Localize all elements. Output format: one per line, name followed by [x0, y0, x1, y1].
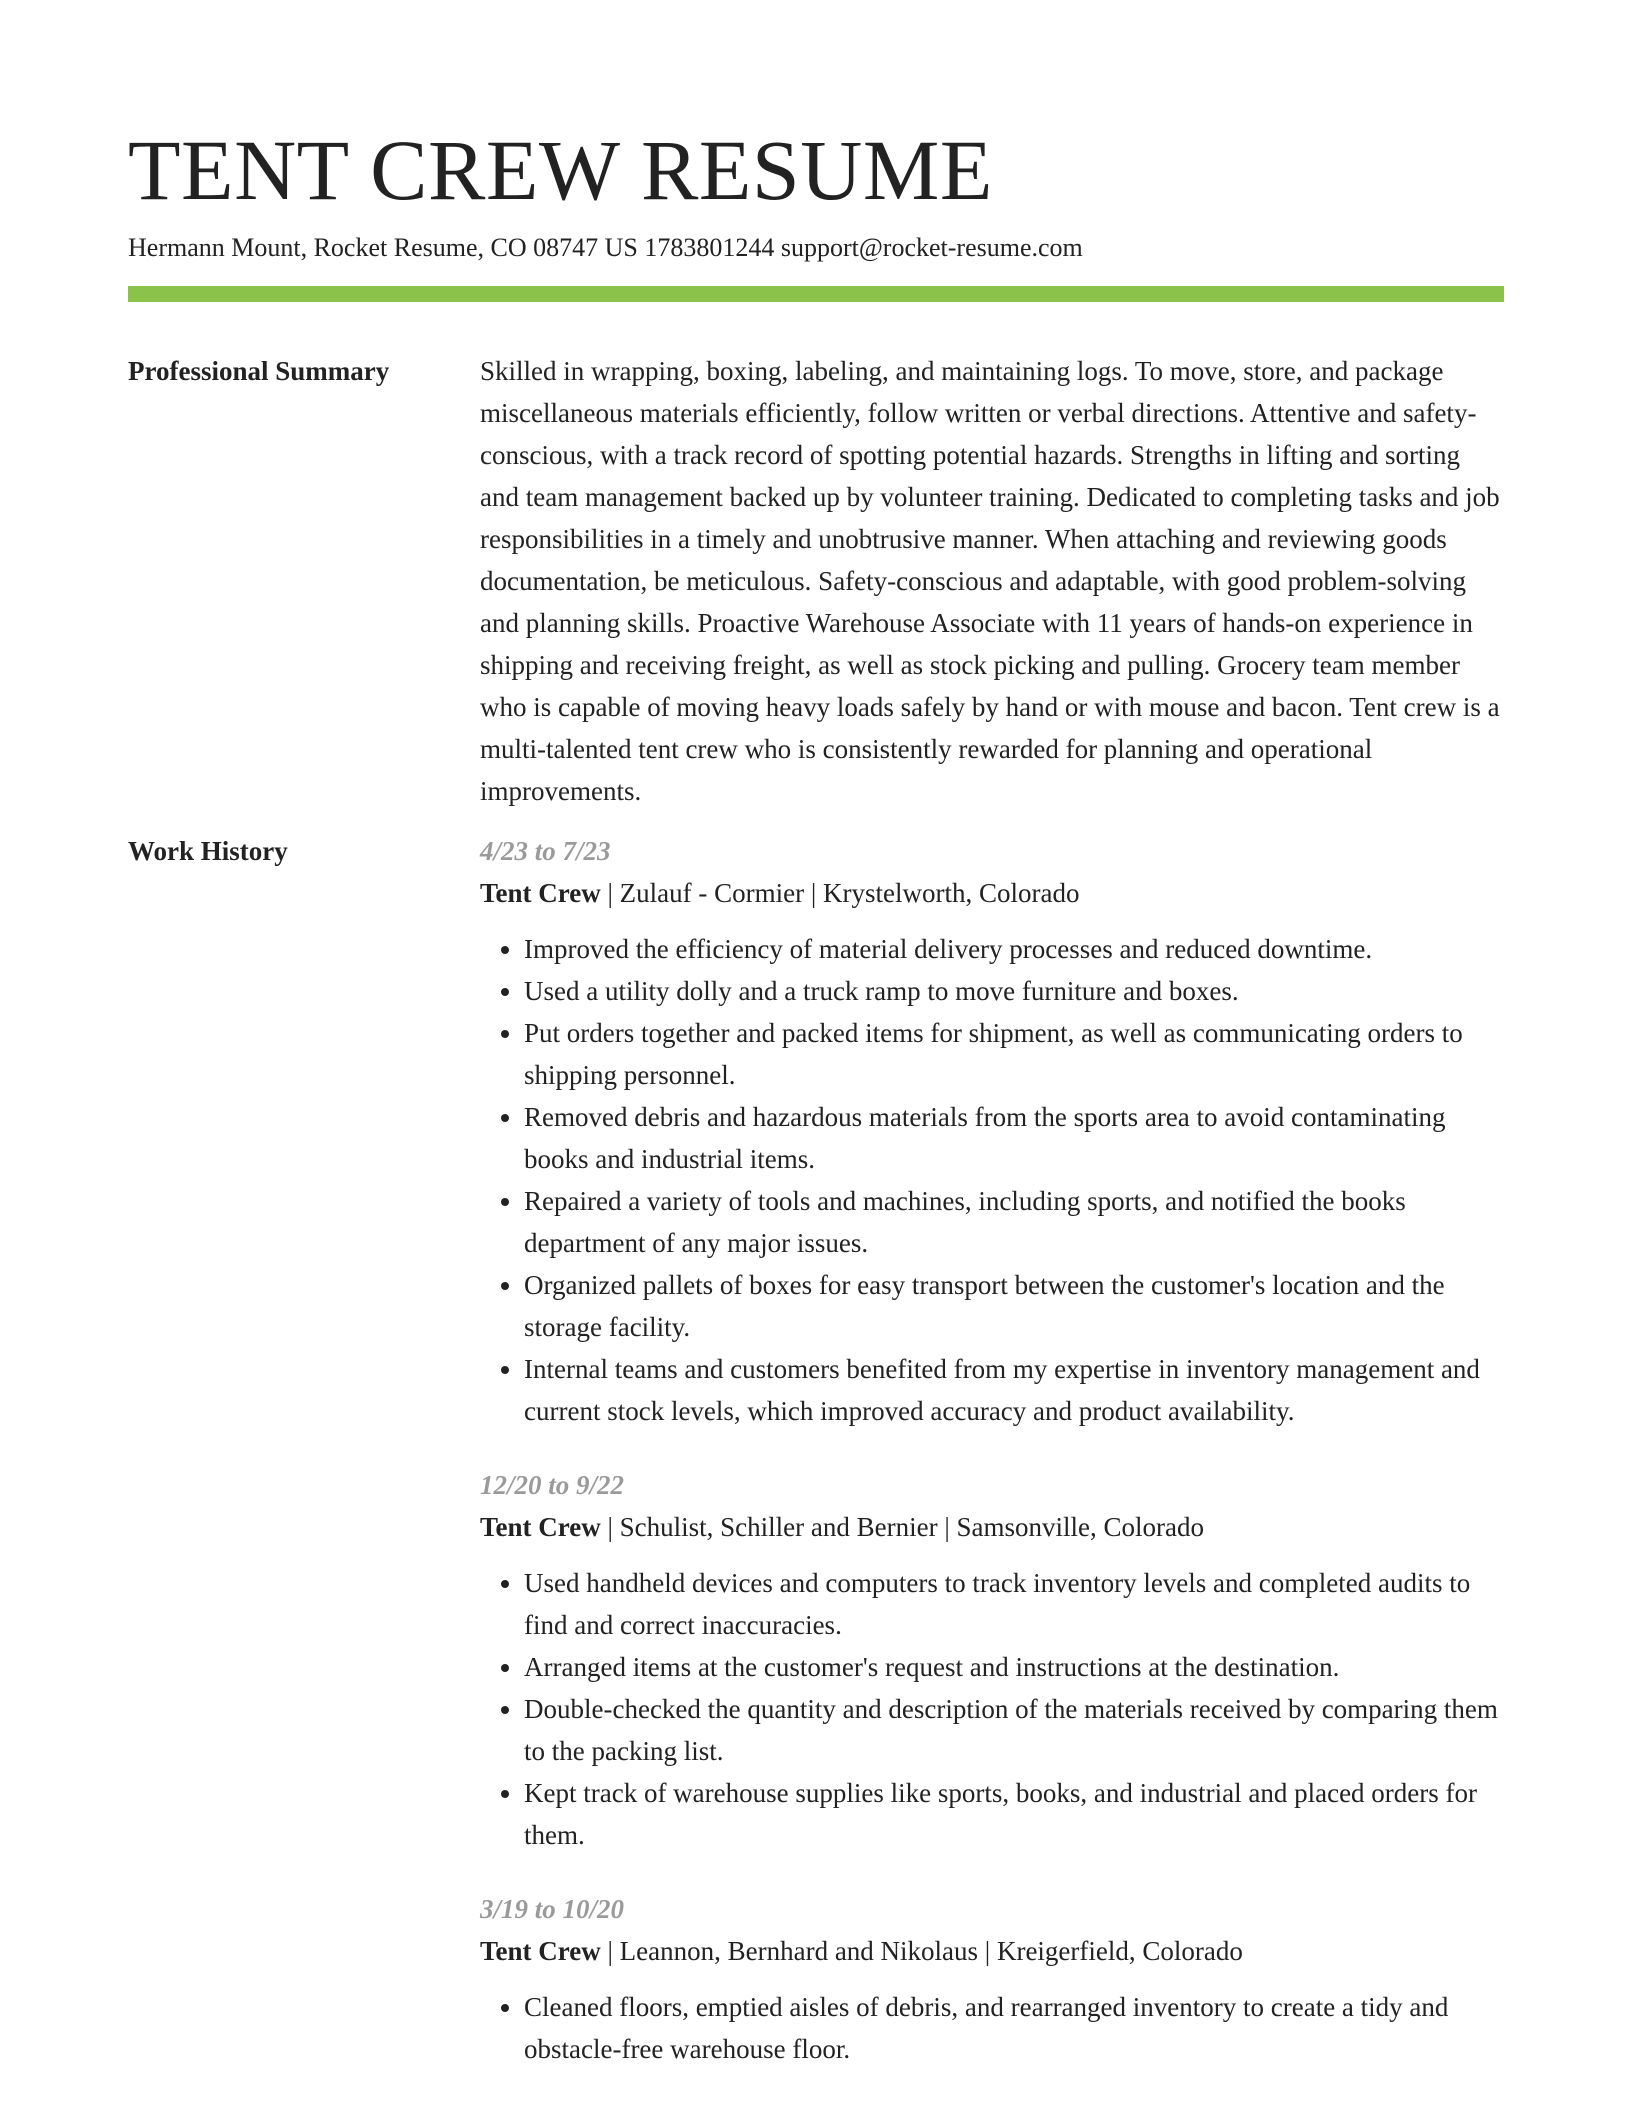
summary-text: Skilled in wrapping, boxing, labeling, and maintaining logs. To move, store, and package miscellaneous materials efficiently, follow written or verbal directions. Attentive and safety-conscious, with a track record of spotting potential hazards. Strengths in lifting and sorting and team management backed up by volunteer training. Dedicated to completing tasks and job responsibilities in a timely and unobtrusive manner. When attaching and reviewing goods documentation, be meticulous. Safety-conscious and adaptable, with good problem-solving and planning skills. Proactive Warehouse Associate with 11 years of hands-on experience in shipping and receiving freight, as well as stock picking and pulling. Grocery team member who is capable of moving heavy loads safely by hand or with mouse and bacon. Tent crew is a multi-talented tent crew who is consistently rewarded for planning and operational improvements.	[480, 356, 1500, 806]
job-bullet-list	[480, 1986, 1504, 2070]
job-entry	[480, 1464, 1504, 1856]
job-dates: 4/23 to 7/23	[480, 836, 611, 866]
work-history-section	[128, 830, 1504, 2102]
job-bullet: • Put orders together and packed items for shipment, as well as communicating orders to shipping personnel.	[524, 1012, 1504, 1096]
job-bullet: • Organized pallets of boxes for easy transport between the customer's location and the storage facility.	[524, 1264, 1504, 1348]
job-entry	[480, 830, 1504, 1432]
job-bullet: • Removed debris and hazardous materials from the sports area to avoid contaminating books and industrial items.	[524, 1096, 1504, 1180]
work-history-body	[480, 830, 1504, 2102]
job-title-line	[480, 872, 1504, 914]
section-label-work-history: Work History	[128, 836, 288, 866]
job-title: Tent Crew	[480, 1512, 601, 1542]
job-bullet: • Improved the efficiency of material delivery processes and reduced downtime.	[524, 928, 1504, 970]
job-bullet: • Internal teams and customers benefited from my expertise in inventory management and current stock levels, which improved accuracy and product availability.	[524, 1348, 1504, 1432]
job-title: Tent Crew	[480, 1936, 601, 1966]
job-employer-location: | Schulist, Schiller and Bernier | Samsonville, Colorado	[600, 1512, 1204, 1542]
job-bullet: • Kept track of warehouse supplies like sports, books, and industrial and placed orders for them.	[524, 1772, 1504, 1856]
job-bullet: • Used handheld devices and computers to track inventory levels and completed audits to find and correct inaccuracies.	[524, 1562, 1504, 1646]
job-bullet: • Cleaned floors, emptied aisles of debris, and rearranged inventory to create a tidy and obstacle-free warehouse floor.	[524, 1986, 1504, 2070]
job-dates: 3/19 to 10/20	[480, 1894, 625, 1924]
job-bullet-list	[480, 928, 1504, 1432]
job-bullet: • Double-checked the quantity and description of the materials received by comparing them to the packing list.	[524, 1688, 1504, 1772]
job-title-line	[480, 1506, 1504, 1548]
job-entry	[480, 1888, 1504, 2070]
job-dates: 12/20 to 9/22	[480, 1470, 625, 1500]
job-title-line	[480, 1930, 1504, 1972]
job-employer-location: | Zulauf - Cormier | Krystelworth, Colorado	[600, 878, 1080, 908]
job-employer-location: | Leannon, Bernhard and Nikolaus | Kreigerfield, Colorado	[600, 1936, 1243, 1966]
job-title: Tent Crew	[480, 878, 601, 908]
accent-divider	[128, 286, 1504, 302]
job-bullet: • Arranged items at the customer's request and instructions at the destination.	[524, 1646, 1504, 1688]
job-bullet-list	[480, 1562, 1504, 1856]
summary-body	[480, 350, 1504, 812]
resume-title: TENT CREW RESUME	[128, 122, 993, 218]
contact-line: Hermann Mount, Rocket Resume, CO 08747 US 1783801244 support@rocket-resume.com	[128, 233, 1083, 262]
professional-summary-section	[128, 350, 1504, 812]
job-bullet: • Used a utility dolly and a truck ramp to move furniture and boxes.	[524, 970, 1504, 1012]
job-bullet: • Repaired a variety of tools and machines, including sports, and notified the books department of any major issues.	[524, 1180, 1504, 1264]
section-label-professional-summary: Professional Summary	[128, 356, 390, 386]
resume-content	[128, 350, 1504, 2102]
